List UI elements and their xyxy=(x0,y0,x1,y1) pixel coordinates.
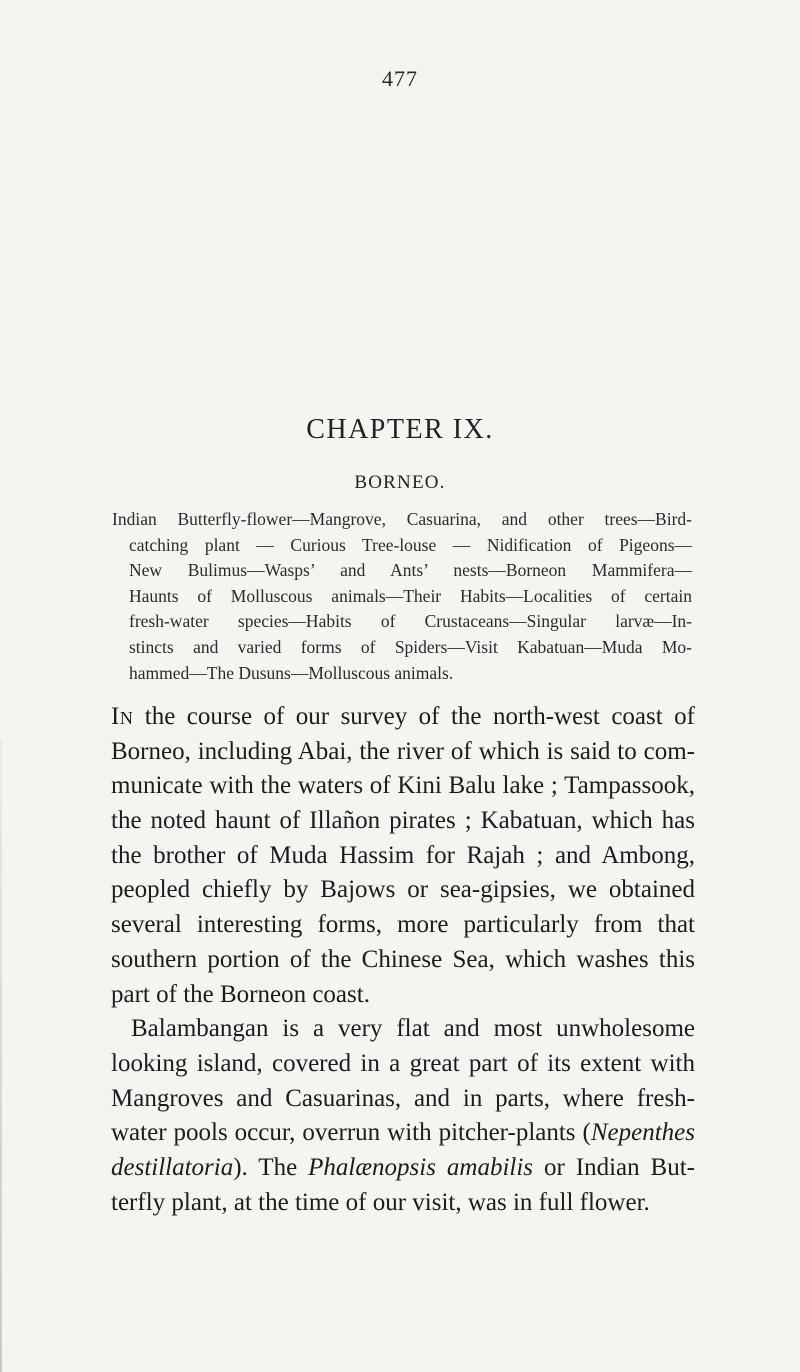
paragraph-2-line: Balambangan is a very flat and most unwholesome xyxy=(131,1015,695,1043)
species-name: Phalænopsis amabilis xyxy=(308,1153,534,1181)
paragraph-1-line: part of the Borneon coast. xyxy=(111,980,370,1008)
paragraph-1-line: several interesting forms, more particularly from that xyxy=(111,911,695,939)
paragraph-1-line xyxy=(111,700,695,735)
paragraph-1-line: southern portion of the Chinese Sea, which washes this xyxy=(111,945,695,973)
synopsis-line: catching plant — Curious Tree-louse — Nidification of Pigeons— xyxy=(129,534,692,555)
drop-word: In xyxy=(111,703,134,730)
chapter-subject: BORNEO. xyxy=(354,472,446,493)
paragraph-1-line: the noted haunt of Illañon pirates ; Kabatuan, which has xyxy=(111,807,695,835)
page-number: 477 xyxy=(382,66,418,91)
genus-name: Nepenthes xyxy=(590,1119,695,1147)
chapter-title: CHAPTER IX. xyxy=(306,414,494,445)
paragraph-2-text: ). The xyxy=(233,1153,309,1181)
page-gutter-shadow xyxy=(0,740,2,1372)
synopsis-line: hammed—The Dusuns—Molluscous animals. xyxy=(129,662,454,683)
paragraph-1-line-text: the course of our survey of the north-west coast of xyxy=(133,703,695,730)
species-name: destillatoria xyxy=(111,1153,234,1181)
paragraph-1-line: municate with the waters of Kini Balu lake ; Tampassook, xyxy=(111,772,695,800)
body-text xyxy=(111,700,695,1220)
synopsis-line: Haunts of Molluscous animals—Their Habits—Localities of certain xyxy=(129,585,692,606)
chapter-synopsis xyxy=(112,507,692,686)
synopsis-line: fresh-water species—Habits of Crustaceans—Singular larvæ—In- xyxy=(129,611,692,632)
synopsis-line: New Bulimus—Wasps’ and Ants’ nests—Borneon Mammifera— xyxy=(129,560,692,581)
paragraph-2-line: Mangroves and Casuarinas, and in parts, where fresh- xyxy=(111,1084,695,1112)
paragraph-2-line: looking island, covered in a great part of its extent with xyxy=(111,1049,695,1077)
paragraph-2-line: terfly plant, at the time of our visit, was in full flower. xyxy=(111,1188,650,1216)
synopsis-line: Indian Butterfly-flower—Mangrove, Casuarina, and other trees—Bird- xyxy=(112,509,692,529)
paragraph-1-line: peopled chiefly by Bajows or sea-gipsies, we obtained xyxy=(111,876,695,904)
paragraph-2-line xyxy=(111,1151,695,1186)
paragraph-2-text: water pools occur, overrun with pitcher-plants ( xyxy=(111,1119,591,1147)
paragraph-1-line: the brother of Muda Hassim for Rajah ; and Ambong, xyxy=(111,841,695,869)
synopsis-line: stincts and varied forms of Spiders—Visit Kabatuan—Muda Mo- xyxy=(129,636,692,657)
paragraph-2-text: or Indian But- xyxy=(533,1153,696,1181)
paragraph-1-line: Borneo, including Abai, the river of which is said to com- xyxy=(111,737,695,765)
paragraph-2-line xyxy=(111,1116,695,1151)
